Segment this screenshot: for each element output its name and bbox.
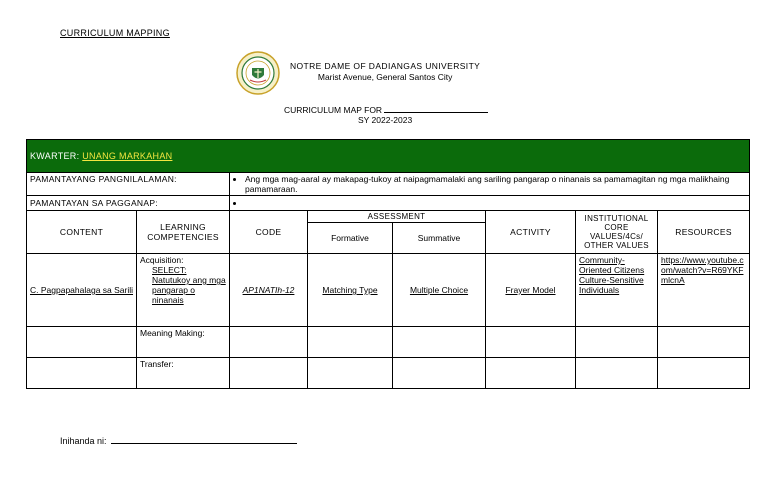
header-core-values: INSTITUTIONAL CORE VALUES/4Cs/ OTHER VALUES <box>576 211 658 254</box>
acquisition-label: Acquisition: <box>140 255 184 265</box>
curriculum-map-table <box>26 139 750 389</box>
transfer-empty-content <box>27 358 137 389</box>
meaning-making-label: Meaning Making: <box>137 327 230 358</box>
meaning-empty-resources <box>658 327 750 358</box>
summative-assessment: Multiple Choice <box>393 254 486 327</box>
competency-text: Natutukoy ang mga pangarap o ninanais <box>152 275 226 305</box>
map-for-label: CURRICULUM MAP FOR <box>284 105 383 115</box>
header-code: CODE <box>230 211 308 254</box>
content-standard-text: • Ang mga mag-aaral ay makapag-tukoy at naipagmamalaki ang sariling pangarap o ninanais sa pamamagitan ng mga malikhaing pamamaraan. <box>245 174 746 194</box>
meaning-empty-values <box>576 327 658 358</box>
header-formative: Formative <box>308 223 393 254</box>
performance-standard-cell <box>230 196 750 211</box>
meaning-making-row <box>27 327 750 358</box>
header-assessment: ASSESSMENT <box>308 211 486 223</box>
select-label: SELECT: <box>152 265 187 275</box>
meaning-empty-formative <box>308 327 393 358</box>
transfer-empty-code <box>230 358 308 389</box>
content-standard-label: PAMANTAYANG PANGNILALAMAN: <box>27 173 230 196</box>
prepared-by <box>60 434 297 446</box>
prepared-by-signature-line <box>111 434 297 444</box>
prepared-by-label: Inihanda ni: <box>60 436 107 446</box>
transfer-label: Transfer: <box>137 358 230 389</box>
transfer-empty-values <box>576 358 658 389</box>
kwarter-row <box>27 140 750 173</box>
transfer-empty-summative <box>393 358 486 389</box>
school-heading <box>290 61 480 83</box>
kwarter-label: KWARTER: <box>30 151 80 161</box>
transfer-row <box>27 358 750 389</box>
meaning-empty-content <box>27 327 137 358</box>
header-resources: RESOURCES <box>658 211 750 254</box>
document-title: CURRICULUM MAPPING <box>60 28 170 38</box>
performance-standard-row <box>27 196 750 211</box>
school-name: NOTRE DAME OF DADIANGAS UNIVERSITY <box>290 61 481 71</box>
acquisition-cell <box>137 254 230 327</box>
content-standard-cell <box>230 173 750 196</box>
formative-assessment: Matching Type <box>308 254 393 327</box>
transfer-empty-resources <box>658 358 750 389</box>
meaning-empty-code <box>230 327 308 358</box>
competency-code: AP1NATIh-12 <box>230 254 308 327</box>
core-values-text: Community-Oriented Citizens Culture-Sensitive Individuals <box>576 254 658 327</box>
school-address: Marist Avenue, General Santos City <box>317 72 453 82</box>
header-competencies: LEARNING COMPETENCIES <box>137 211 230 254</box>
transfer-empty-formative <box>308 358 393 389</box>
map-for-blank-line <box>384 104 488 113</box>
column-header-row-1 <box>27 211 750 223</box>
meaning-empty-summative <box>393 327 486 358</box>
university-seal-icon <box>236 51 280 95</box>
performance-standard-text <box>245 198 746 208</box>
header-summative: Summative <box>393 223 486 254</box>
performance-standard-label: PAMANTAYAN SA PAGGANAP: <box>27 196 230 211</box>
kwarter-value: UNANG MARKAHAN <box>82 151 173 161</box>
header-content: CONTENT <box>27 211 137 254</box>
content-standard-row <box>27 173 750 196</box>
meaning-empty-activity <box>486 327 576 358</box>
resource-link[interactable]: https://www.youtube.com/watch?v=R69YKFmlcnA <box>658 254 750 327</box>
acquisition-row <box>27 254 750 327</box>
content-topic: C. Pagpapahalaga sa Sarili <box>27 254 137 327</box>
kwarter-cell <box>27 140 750 173</box>
school-year: SY 2022-2023 <box>358 115 413 125</box>
learning-activity: Frayer Model <box>486 254 576 327</box>
transfer-empty-activity <box>486 358 576 389</box>
header-activity: ACTIVITY <box>486 211 576 254</box>
